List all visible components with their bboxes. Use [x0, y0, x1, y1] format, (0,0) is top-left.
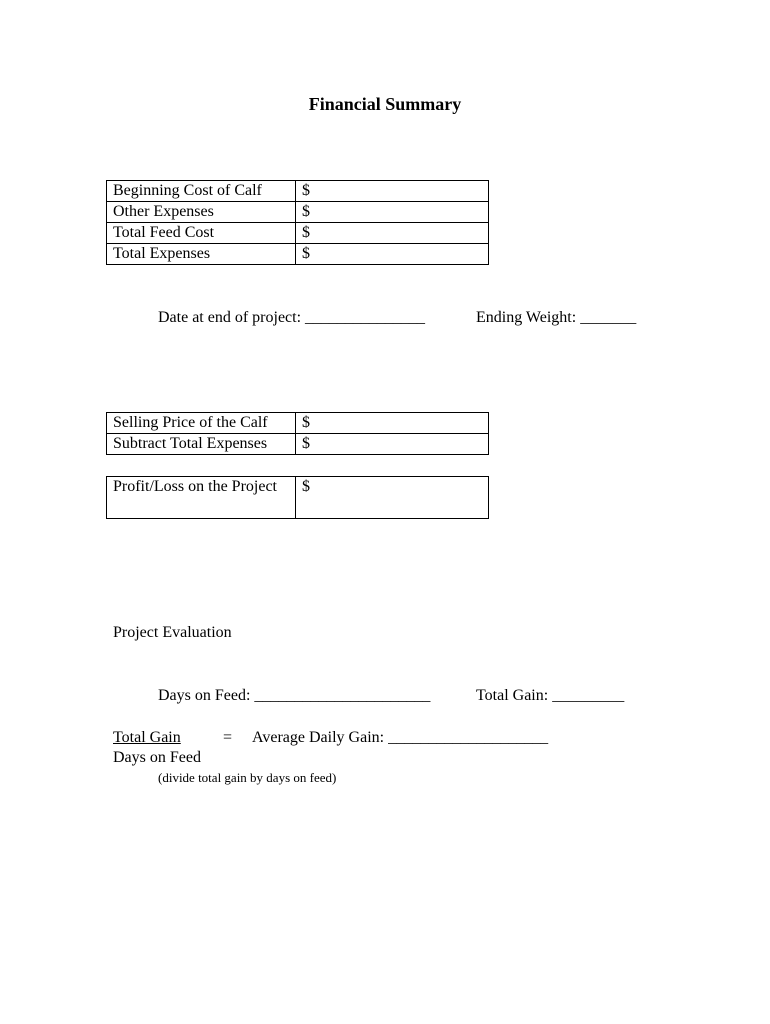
- table-row: [107, 202, 489, 223]
- table-row: [107, 244, 489, 265]
- expense-value-field[interactable]: $: [296, 202, 489, 223]
- sales-value-field[interactable]: $: [296, 413, 489, 434]
- expense-value-field[interactable]: $: [296, 223, 489, 244]
- evaluation-heading: Project Evaluation: [113, 624, 232, 641]
- table-row: [107, 413, 489, 434]
- table-row: [107, 223, 489, 244]
- expense-label: Total Expenses: [107, 244, 296, 265]
- sales-value-field[interactable]: $: [296, 434, 489, 455]
- expense-value-field[interactable]: $: [296, 244, 489, 265]
- profit-table: [106, 476, 489, 519]
- expense-label: Total Feed Cost: [107, 223, 296, 244]
- end-date-field[interactable]: Date at end of project: _______________: [158, 309, 426, 326]
- expense-label: Beginning Cost of Calf: [107, 181, 296, 202]
- average-daily-gain-field[interactable]: Average Daily Gain: ____________________: [252, 729, 549, 746]
- formula-numerator: Total Gain: [113, 729, 181, 746]
- sales-label: Selling Price of the Calf: [107, 413, 296, 434]
- profit-value-field[interactable]: $: [296, 477, 489, 519]
- table-row: [107, 477, 489, 519]
- sales-label: Subtract Total Expenses: [107, 434, 296, 455]
- ending-weight-field[interactable]: Ending Weight: _______: [476, 309, 637, 326]
- page-title: Financial Summary: [308, 94, 462, 114]
- expenses-table: [106, 180, 489, 265]
- total-gain-field[interactable]: Total Gain: _________: [476, 687, 625, 704]
- formula-denominator: Days on Feed: [113, 749, 201, 766]
- formula-equals: =: [223, 729, 233, 746]
- profit-label: Profit/Loss on the Project: [107, 477, 296, 519]
- table-row: [107, 181, 489, 202]
- sales-table: [106, 412, 489, 455]
- expense-label: Other Expenses: [107, 202, 296, 223]
- expense-value-field[interactable]: $: [296, 181, 489, 202]
- formula-note: (divide total gain by days on feed): [158, 770, 337, 785]
- table-row: [107, 434, 489, 455]
- days-on-feed-field[interactable]: Days on Feed: ______________________: [158, 687, 431, 704]
